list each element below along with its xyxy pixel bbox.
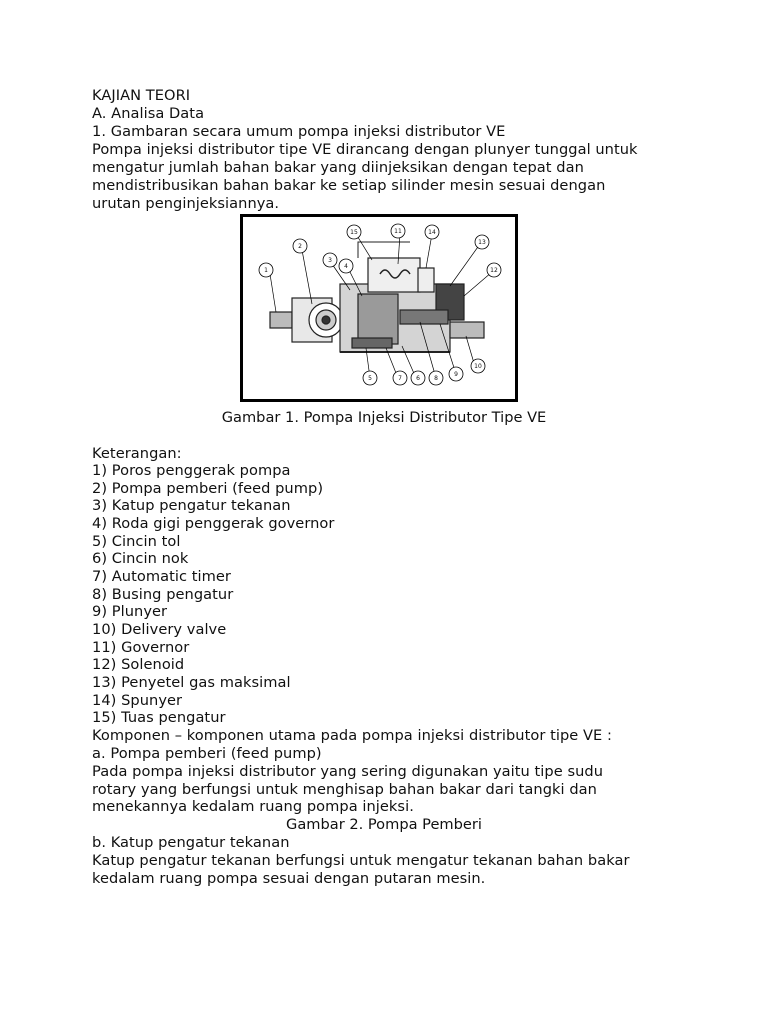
legend-item: 4) Roda gigi penggerak governor	[92, 515, 335, 532]
components-intro: Komponen – komponen utama pada pompa injeksi distributor tipe VE :	[92, 727, 612, 744]
part-a-line: menekannya kedalam ruang pompa injeksi.	[92, 798, 414, 815]
callout-label: 7	[398, 375, 402, 382]
callout-label: 4	[344, 263, 348, 270]
callout-label: 14	[428, 229, 436, 236]
legend-item: 15) Tuas pengatur	[92, 709, 226, 726]
legend-item: 2) Pompa pemberi (feed pump)	[92, 480, 324, 497]
part-b-title: b. Katup pengatur tekanan	[92, 834, 290, 851]
subsection-title: 1. Gambaran secara umum pompa injeksi distributor VE	[92, 123, 506, 140]
callout-label: 2	[298, 243, 302, 250]
part-a-line: Pada pompa injeksi distributor yang sering digunakan yaitu tipe sudu	[92, 763, 604, 780]
callout-label: 1	[264, 267, 268, 274]
callout-label: 3	[328, 257, 332, 264]
legend-item: 1) Poros penggerak pompa	[92, 462, 291, 479]
legend-item: 13) Penyetel gas maksimal	[92, 674, 291, 691]
heading: KAJIAN TEORI	[92, 87, 191, 104]
intro-line: mendistribusikan bahan bakar ke setiap silinder mesin sesuai dengan	[92, 177, 606, 194]
legend-item: 9) Plunyer	[92, 603, 168, 620]
legend-item: 12) Solenoid	[92, 656, 185, 673]
callout-label: 11	[394, 228, 402, 235]
callout-label: 13	[478, 239, 486, 246]
figure-pump-diagram	[240, 214, 518, 402]
legend-item: 10) Delivery valve	[92, 621, 227, 638]
part-a-title: a. Pompa pemberi (feed pump)	[92, 745, 322, 762]
legend-item: 11) Governor	[92, 639, 190, 656]
callout-label: 5	[368, 375, 372, 382]
part-b-line: Katup pengatur tekanan berfungsi untuk mengatur tekanan bahan bakar	[92, 852, 630, 869]
callout-label: 6	[416, 375, 420, 382]
intro-line: mengatur jumlah bahan bakar yang diinjeksikan dengan tepat dan	[92, 159, 584, 176]
section-title: A. Analisa Data	[92, 105, 205, 122]
callout-label: 9	[454, 371, 458, 378]
legend-item: 14) Spunyer	[92, 692, 183, 709]
legend-item: 8) Busing pengatur	[92, 586, 234, 603]
pump-cutaway-illustration	[240, 214, 518, 402]
legend-item: 7) Automatic timer	[92, 568, 231, 585]
legend-title: Keterangan:	[92, 445, 182, 462]
legend-item: 6) Cincin nok	[92, 550, 189, 567]
callout-label: 15	[350, 229, 358, 236]
intro-line: urutan penginjeksiannya.	[92, 195, 280, 212]
callout-label: 12	[490, 267, 498, 274]
figure1-caption: Gambar 1. Pompa Injeksi Distributor Tipe VE	[221, 409, 547, 426]
legend-item: 5) Cincin tol	[92, 533, 181, 550]
legend-item: 3) Katup pengatur tekanan	[92, 497, 291, 514]
callout-label: 8	[434, 375, 438, 382]
intro-line: Pompa injeksi distributor tipe VE dirancang dengan plunyer tunggal untuk	[92, 141, 638, 158]
part-a-line: rotary yang berfungsi untuk menghisap bahan bakar dari tangki dan	[92, 781, 597, 798]
figure2-caption: Gambar 2. Pompa Pemberi	[286, 816, 482, 833]
callout-label: 10	[474, 363, 482, 370]
part-b-line: kedalam ruang pompa sesuai dengan putaran mesin.	[92, 870, 486, 887]
